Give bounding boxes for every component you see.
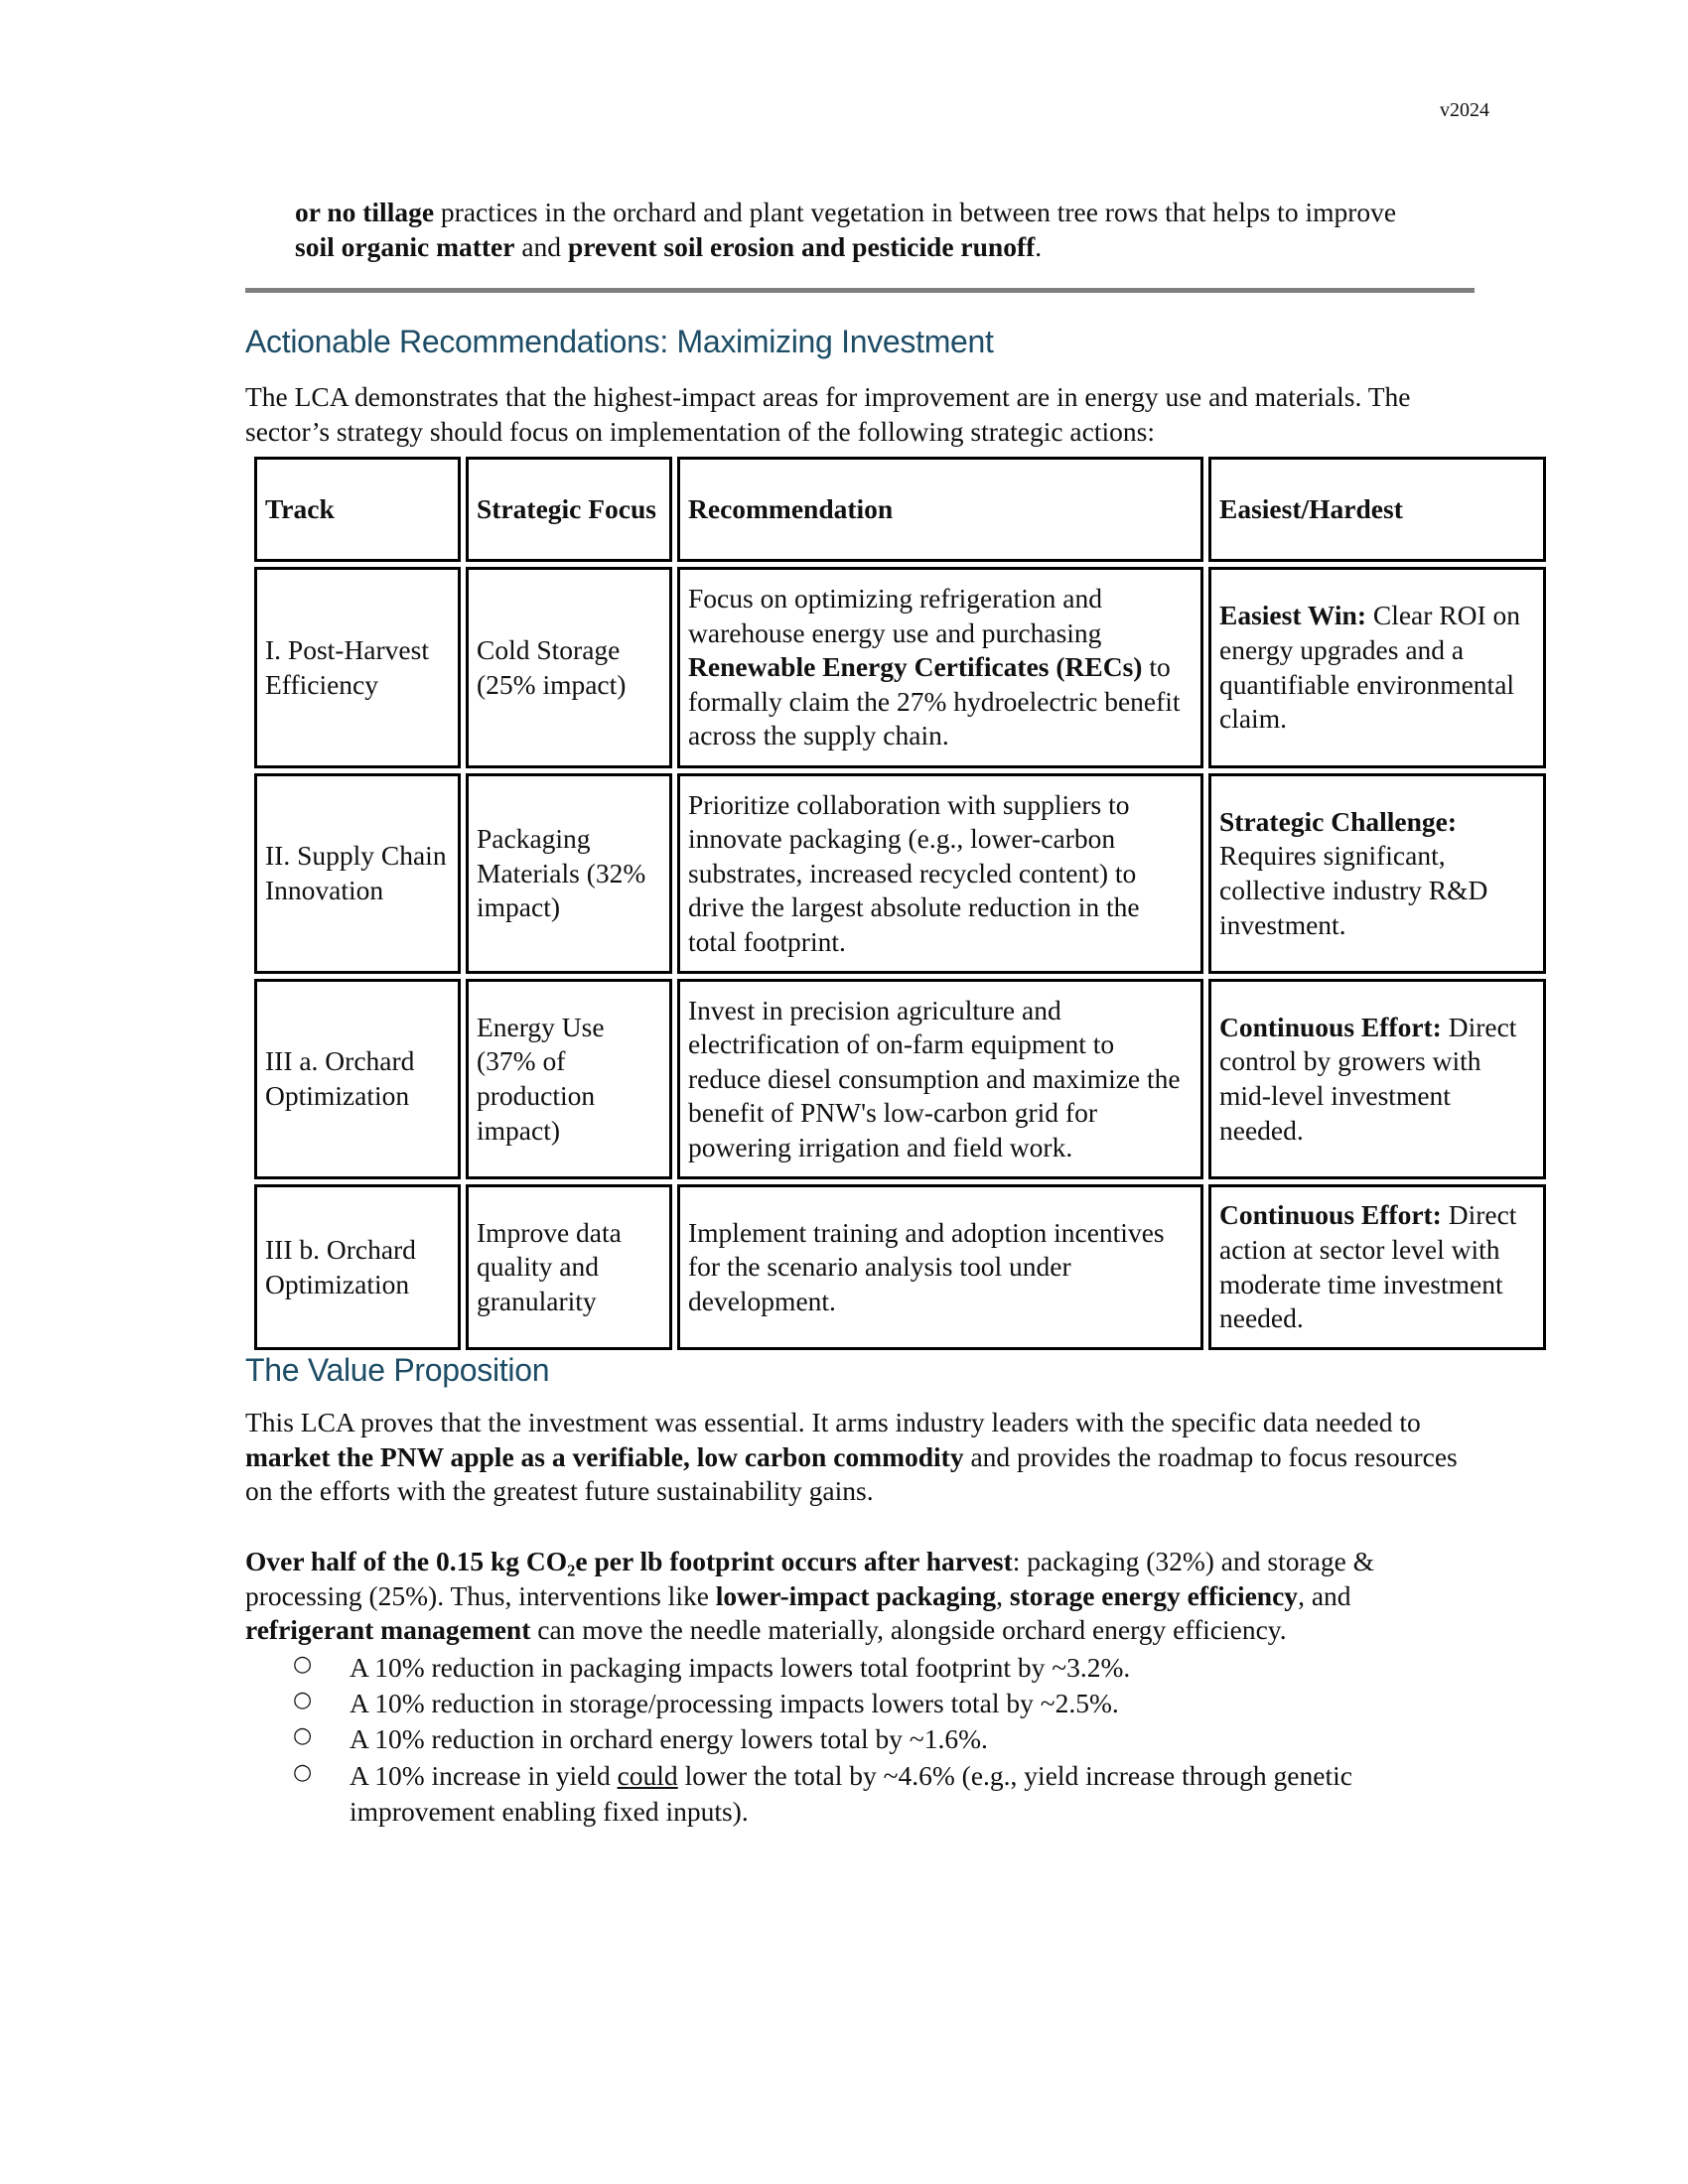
impact-bullet-list (245, 1650, 1477, 1830)
section-divider (245, 288, 1475, 293)
bold-phrase: market the PNW apple as a verifiable, low carbon commodity (245, 1440, 964, 1472)
text-run: and provides the roadmap to focus resources on the efforts with the greatest future sustainability gains. (245, 1440, 1458, 1507)
bold-phrase: prevent soil erosion and pesticide runoff (567, 230, 1036, 262)
cell-focus: Cold Storage (25% impact) (466, 567, 672, 768)
list-item (245, 1686, 1477, 1721)
cell-recommendation: Invest in precision agriculture and electrification of on-farm equipment to reduce diesel consumption and maximize the benefit of PNW's low-carbon grid for powering irrigation and field work. (677, 979, 1203, 1179)
ease-text: Direct control by growers with mid-level investment needed. (1219, 1011, 1517, 1146)
cell-focus: Energy Use (37% of production impact) (466, 979, 672, 1179)
ease-text: Clear ROI on energy upgrades and a quantifiable environmental claim. (1219, 600, 1521, 735)
table-row (254, 979, 1546, 1179)
list-item (245, 1758, 1477, 1830)
version-label: v2024 (1440, 99, 1489, 121)
cell-focus: Improve data quality and granularity (466, 1184, 672, 1350)
table-row (254, 773, 1546, 974)
bold-phrase: soil organic matter (295, 230, 515, 262)
cell-focus: Packaging Materials (32% impact) (466, 773, 672, 974)
hollow-bullet-icon: ○ (293, 1723, 313, 1749)
table-row (254, 567, 1546, 768)
ease-text: Direct action at sector level with moderate time investment needed. (1219, 1199, 1517, 1334)
text-run: can move the needle materially, alongside orchard energy efficiency. (530, 1614, 1287, 1646)
cell-ease (1208, 773, 1546, 974)
bold-phrase: storage energy efficiency (1009, 1579, 1299, 1611)
bold-phrase: Over half of the 0.15 kg CO₂e per lb footprint occurs after harvest (245, 1546, 1013, 1576)
recommendations-table (249, 452, 1551, 1355)
text-run: Focus on optimizing refrigeration and warehouse energy use and purchasing (688, 583, 1102, 648)
bullet-text: A 10% reduction in storage/processing impacts lowers total by ~2.5%. (350, 1688, 1119, 1719)
bold-phrase: Renewable Energy Certificates (RECs) (688, 651, 1143, 683)
bullet-text: lower the total by ~4.6% (e.g., yield increase through genetic improvement enabling fixed inputs). (350, 1759, 1352, 1827)
cell-track: III a. Orchard Optimization (254, 979, 461, 1179)
cell-track: I. Post-Harvest Efficiency (254, 567, 461, 768)
value-paragraph (245, 1406, 1477, 1509)
cell-ease (1208, 979, 1546, 1179)
list-item (245, 1650, 1477, 1686)
ease-label: Strategic Challenge: (1219, 805, 1458, 837)
header-label: Easiest/Hardest (1219, 492, 1403, 524)
bold-phrase: lower-impact packaging (715, 1579, 997, 1611)
header-strategic-focus (466, 457, 672, 562)
ease-text: Requires significant, collective industry R&D investment. (1219, 840, 1488, 940)
text-run: , (996, 1579, 1010, 1611)
bold-phrase: or no tillage (295, 197, 435, 227)
text-run: . (1035, 230, 1043, 262)
table-row (254, 1184, 1546, 1350)
underlined-word: could (617, 1759, 678, 1791)
bold-phrase: refrigerant management (245, 1614, 531, 1646)
cell-recommendation (677, 567, 1203, 768)
cell-recommendation: Prioritize collaboration with suppliers to innovate packaging (e.g., lower-carbon substrates, increased recycled content) to drive the largest absolute reduction in the total footprint. (677, 773, 1203, 974)
header-recommendation (677, 457, 1203, 562)
table-header-row (254, 457, 1546, 562)
list-item (245, 1721, 1477, 1757)
header-label: Strategic Focus (477, 492, 656, 524)
bullet-text: A 10% reduction in packaging impacts lowers total footprint by ~3.2%. (350, 1652, 1131, 1683)
text-run: This LCA proves that the investment was essential. It arms industry leaders with the specific data needed to (245, 1407, 1421, 1437)
hollow-bullet-icon: ○ (293, 1688, 313, 1713)
text-run: , and (1298, 1579, 1351, 1611)
cell-ease (1208, 1184, 1546, 1350)
footprint-paragraph (245, 1545, 1477, 1648)
bullet-text: A 10% reduction in orchard energy lowers total by ~1.6%. (350, 1723, 988, 1755)
header-label: Track (265, 492, 335, 524)
text-run: and (514, 230, 568, 262)
hollow-bullet-icon: ○ (293, 1652, 313, 1677)
header-label: Recommendation (688, 492, 894, 524)
cell-recommendation: Implement training and adoption incentives for the scenario analysis tool under development. (677, 1184, 1203, 1350)
cell-track: II. Supply Chain Innovation (254, 773, 461, 974)
section-heading-recommendations: Actionable Recommendations: Maximizing Investment (245, 324, 994, 359)
cell-track: III b. Orchard Optimization (254, 1184, 461, 1350)
bullet-text: A 10% increase in yield (350, 1759, 618, 1791)
intro-paragraph (295, 196, 1427, 264)
text-run: to formally claim the 27% hydroelectric benefit across the supply chain. (688, 651, 1181, 751)
ease-label: Easiest Win: (1219, 600, 1366, 631)
cell-ease (1208, 567, 1546, 768)
ease-label: Continuous Effort: (1219, 1011, 1442, 1042)
section-heading-value-proposition: The Value Proposition (245, 1352, 550, 1388)
text-run: : packaging (32%) and storage & processing (25%). Thus, interventions like (245, 1546, 1375, 1611)
text-run: practices in the orchard and plant vegetation in between tree rows that helps to improve (434, 197, 1397, 227)
hollow-bullet-icon: ○ (293, 1759, 313, 1785)
header-easiest-hardest (1208, 457, 1546, 562)
header-track (254, 457, 461, 562)
ease-label: Continuous Effort: (1219, 1199, 1442, 1231)
recommendations-intro: The LCA demonstrates that the highest-impact areas for improvement are in energy use and materials. The sector’s strategy should focus on implementation of the following strategic actions: (245, 381, 1411, 447)
